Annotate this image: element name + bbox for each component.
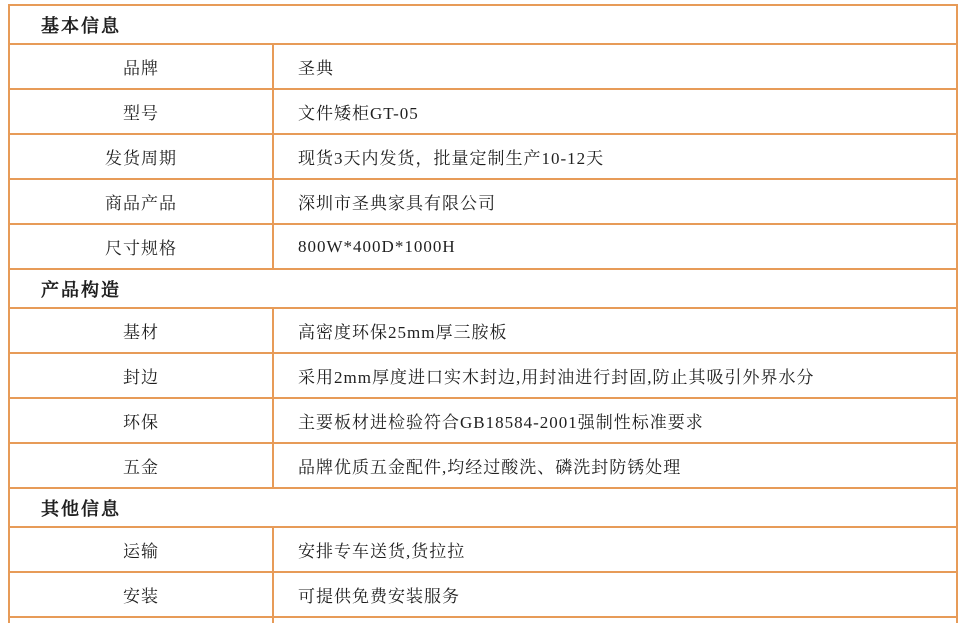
spec-label-model: 型号 (10, 90, 274, 133)
spec-row-hardware (10, 444, 956, 489)
spec-value-shipping: 安排专车送货,货拉拉 (298, 542, 466, 561)
spec-row-clipped (10, 618, 956, 623)
section-title-basic-info: 基本信息 (41, 15, 121, 36)
spec-row-model (10, 90, 956, 135)
spec-label-base-material: 基材 (10, 309, 274, 352)
spec-label-hardware: 五金 (10, 444, 274, 487)
spec-value-company: 深圳市圣典家具有限公司 (298, 194, 496, 213)
spec-value-delivery-cycle: 现货3天内发货，批量定制生产10-12天 (298, 149, 605, 168)
spec-label-environment: 环保 (10, 399, 274, 442)
spec-label-clipped (10, 618, 274, 623)
spec-label-delivery-cycle: 发货周期 (10, 135, 274, 178)
spec-value-edge-banding: 采用2mm厚度进口实木封边,用封油进行封固,防止其吸引外界水分 (298, 368, 815, 387)
spec-label-installation: 安装 (10, 573, 274, 616)
section-header-basic-info (10, 6, 956, 45)
spec-row-brand (10, 45, 956, 90)
section-header-other-info (10, 489, 956, 528)
spec-row-installation (10, 573, 956, 618)
spec-row-company (10, 180, 956, 225)
spec-value-model: 文件矮柜GT-05 (298, 104, 419, 123)
spec-value-brand: 圣典 (298, 59, 334, 78)
spec-label-edge-banding: 封边 (10, 354, 274, 397)
section-title-construction: 产品构造 (41, 279, 121, 300)
spec-row-dimensions (10, 225, 956, 270)
spec-value-hardware: 品牌优质五金配件,均经过酸洗、磷洗封防锈处理 (298, 458, 682, 477)
product-spec-table (8, 4, 958, 623)
spec-label-brand: 品牌 (10, 45, 274, 88)
spec-label-dimensions: 尺寸规格 (10, 225, 274, 268)
spec-value-installation: 可提供免费安装服务 (298, 587, 460, 606)
spec-value-dimensions: 800W*400D*1000H (298, 236, 456, 256)
spec-value-base-material: 高密度环保25mm厚三胺板 (298, 323, 508, 342)
spec-row-shipping (10, 528, 956, 573)
spec-row-environment (10, 399, 956, 444)
spec-row-base-material (10, 309, 956, 354)
spec-label-company: 商品产品 (10, 180, 274, 223)
spec-row-edge-banding (10, 354, 956, 399)
section-title-other-info: 其他信息 (41, 498, 121, 519)
spec-row-delivery-cycle (10, 135, 956, 180)
section-header-construction (10, 270, 956, 309)
spec-value-clipped (274, 618, 956, 623)
spec-value-environment: 主要板材进检验符合GB18584-2001强制性标准要求 (298, 413, 704, 432)
spec-label-shipping: 运输 (10, 528, 274, 571)
